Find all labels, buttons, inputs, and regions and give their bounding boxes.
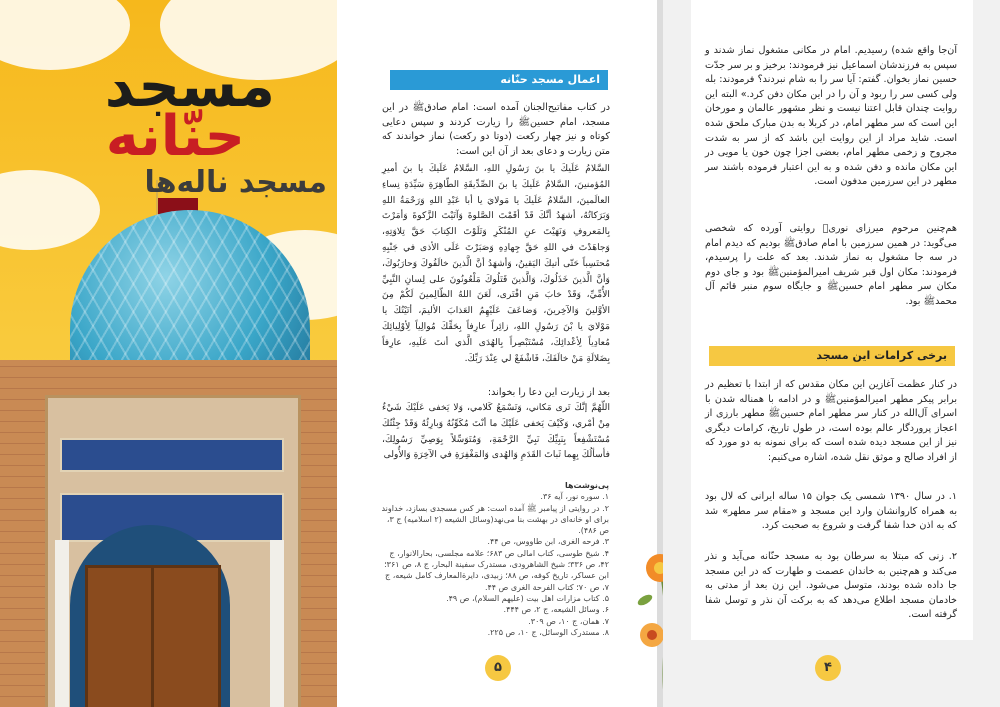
cover-title-red: حنّانه: [105, 104, 245, 169]
wooden-door: [85, 565, 221, 707]
paragraph: در کنار عظمت آغازین این مکان مقدس که از ابتدا با تعظیم در برابر پیکر مطهر امیرالمؤمنینﷺ و در ادامه با همناله شدن با اسرای آل‌الله در کنار سر مطهر امام حسینﷺ مطهر بارزی از اعجاز پروردگار عالم بوده است، در طول تاریخ، کرامات دیگری نیز از این مسجد دیده شده است که برای نمونه به دو مورد که از افراد صالح و موثق نقل شده، اشاره می‌کنیم:: [705, 379, 957, 463]
footnote: ۸. مستدرک الوسائل، ج ۱۰، ص ۲۲۵.: [487, 627, 609, 637]
ziyarat-text: السَّلامُ عَلَيكَ يا بنَ رَسُولِ اللهِ، السَّلامُ عَلَيكَ يا بنَ أميرِ المُؤمنينَ، السَّلامُ عَلَيكَ يا بنَ الصِّدِّيقَةِ الطّاهِرَةِ سَيِّدَةِ نِساءِ العالَمينَ، السَّلامُ عَلَيكَ يا مَولايَ يا أبا عَبْدِ اللهِ وَرَحْمَةُ اللهِ وَبَرَكاتُهُ، أشهَدُ أنَّكَ قَدْ أقَمْتَ الصَّلوةَ وَآتَيْتَ الزَّكوةَ وَأمَرْتَ بِالمَعروفِ وَنَهَيْتَ عنِ المُنْكَرِ وَتَلَوْتَ الكِتابَ حَقَّ تِلاوَتِهِ، وَجاهَدْتَ في اللهِ حَقَّ جِهادِهِ وَصَبَرْتَ عَلَى الأذى في جَنْبِهِ مُحتَسِباً حَتّى أتيكَ اليَقينُ، وَأشهَدُ أنَّ الَّذينَ خالَفُوكَ وَحارَبُوكَ، وَأنَّ الَّذينَ خَذَلُوكَ، وَالَّذينَ قَتَلُوكَ مَلْعُونُونَ على لِسانِ النَّبِيِّ الأُمِّيِّ، وَقَدْ خابَ مَنِ افْتَرى، لَعَنَ اللهُ الظّالِمينَ لَكُمْ مِنَ الأوَّلينَ وَالآخِرينَ، وَضاعَفَ عَلَيْهِمُ العَذابَ الأليمَ، أتَيْتُكَ يا مَوْلايَ يا بْنَ رَسُولِ اللهِ، زائِراً عارِفاً بِحَقِّكَ مُوالِياً لِأوْلِيائِكَ مُعادِياً لِأعْدائِكَ، مُسْتَبْصِراً بِالهُدَى الَّذي أنتَ عَلَيهِ، عارِفاً بِضَلالَةِ مَنْ خالَفَكَ، فَاشْفَعْ لي عِنْدَ رَبِّكَ.: [382, 163, 610, 364]
footnote: ۲. در روایتی از پیامبر ﷺ آمده است: هر کس مسجدی بسازد، خداوند برای او خانه‌ای در بهشت بنا می‌نهد(وسائل الشیعه (۲ اسلامیه) ج ۳، ص ۴۸۶).: [381, 503, 609, 536]
section-title: برخی کرامات این مسجد: [709, 346, 955, 366]
footnote: ۱. سوره نور، آیه ۳۶.: [540, 492, 609, 502]
column: [55, 540, 69, 707]
dua-text: اللّهُمَّ إنَّكَ تَرى مَكاني، وَتَسْمَعُ كَلامي، وَلا يَخفى عَلَيْكَ شَيْءٌ مِنْ أمْري، وَكَيْفَ يَخفى عَلَيْكَ ما أنْتَ مُكَوِّنُهُ وَبارِئُهُ وَقَدْ جِئْتُكَ مُسْتَشْفِعاً بِنَبِيِّكَ نَبِيِّ الرَّحْمَةِ، وَمُتَوَسِّلاً بِوَصِيِّ رَسُولِكَ، فأسألُكَ بِهِما ثَباتَ القَدَمِ وَالهُدى وَالمَغْفِرَةِ في الآخِرَةِ وَالأُولى: [382, 402, 610, 461]
after-line: بعد از زیارت این دعا را بخواند:: [487, 387, 610, 398]
footnotes: [377, 480, 609, 638]
column: [270, 540, 284, 707]
footnote: ۴. شیخ طوسی، کتاب امالی ص ۶۸۳؛ علامه مجلسی، بحارالانوار، ج ۴۲، ص ۳۳۶؛ شیخ الشاهرودی، مستدرک سفینة البحار، ج ۸، ص ۳۶۱؛ ابن عساکر، تاریخ کوفه، ص ۸۸؛ زبیدی، دایرةالمعارف کامل شیعه، ج ۷، ص ۷۰؛ کتاب الفرحة الغری ص ۴۴.: [384, 548, 609, 592]
paragraph: هم‌چنین مرحوم میرزای نوری﷫ روایتی آورده که شخصی می‌گوید: در همین سرزمین با امام صادقﷺ بودیم که دیدم امام در سه جا مشغول به نماز شدند. بعد که علت را پرسیدم، فرمودند: مکان اول قبر شریف امیرالمؤمنینﷺ بود و جای دوم مکان سر مطهر امام حسینﷺ و جایگاه سوم منبر قائم آل محمدﷺ بود.: [705, 223, 957, 307]
page-number: ۴: [815, 655, 841, 681]
paragraph: آن‌جا واقع شده) رسیدیم. امام در مکانی مشغول نماز شدند و سپس به فرزندشان اسماعیل نیز فرمودند: برخیز و بر سر جدّت حسین نماز بخوان. گفتم: آیا سر را به شام نبردند؟ فرمودند: بله ولی کسی سر را ربود و آن را در این مکان دفن کرد.» البته این روایت چندان قابل اعتنا نیست و نظر مشهور عالمان و مورخان این است که سر مطهر امام، در کربلا به بدن مبارک ملحق شده است. شاید مراد از این روایت این باشد که از سر به شدت مجروح و زخمی مطهر امام، بعضی اجزا چون خون یا مویی در این مکان مانده و دفن شده و به این اعتبار فرموده باشند سر مطهر در این سرزمین مدفون است.: [705, 45, 957, 188]
page-number: ۵: [485, 655, 511, 681]
section-title: اعمال مسجد حنّانه: [390, 70, 608, 90]
cover-panel: [0, 0, 337, 707]
notes-title: پی‌نوشت‌ها: [564, 481, 609, 490]
tile-inscription: [60, 438, 284, 472]
cover-subtitle: مسجد ناله‌ها: [144, 165, 327, 200]
footnote: ۷. همان، ج ۱۰، ص ۳۰۹.: [528, 616, 609, 626]
page-four: [663, 0, 1000, 707]
page-five: [337, 0, 657, 707]
footnote: ۳. فرحه الغری، ابن طاووس، ص ۴۴.: [487, 537, 609, 547]
footnote: ۵. کتاب مزارات اهل بیت (علیهم السلام)، ص ۴۹.: [446, 593, 609, 603]
cloud: [0, 170, 100, 250]
list-item: ۱. در سال ۱۳۹۰ شمسی یک جوان ۱۵ ساله ایرانی که لال بود به همراه کاروانشان وارد این مسجد و «مقام سر مطهر» شد که به اذن خدا شفا گرفت و شروع به صحبت کرد.: [705, 491, 957, 532]
intro-text: در کتاب مفاتیح‌الجنان آمده است: امام صادقﷺ در این مسجد، امام حسینﷺ را زیارت کردند و سپس دعایی کوتاه و نیز چهار رکعت (دوتا دو رکعت) نماز خواندند که متن زیارت و دعای بعد از آن این است:: [382, 102, 610, 157]
footnote: ۶. وسائل الشیعه، ج ۲، ص ۴۴۴.: [503, 605, 609, 615]
list-item: ۲. زنی که مبتلا به سرطان بود به مسجد حنّانه می‌آید و نذر می‌کند و هم‌چنین به خاندان عصمت و طهارت که در این مسجد جا داده شده بودند، متوسل می‌شود. این زن بعد از مدتی به خادمان مسجد اطلاع می‌دهد که به برکت آن نذر و توسل شفا گرفته است.: [705, 551, 957, 621]
cover-title: مسجد: [104, 52, 275, 120]
